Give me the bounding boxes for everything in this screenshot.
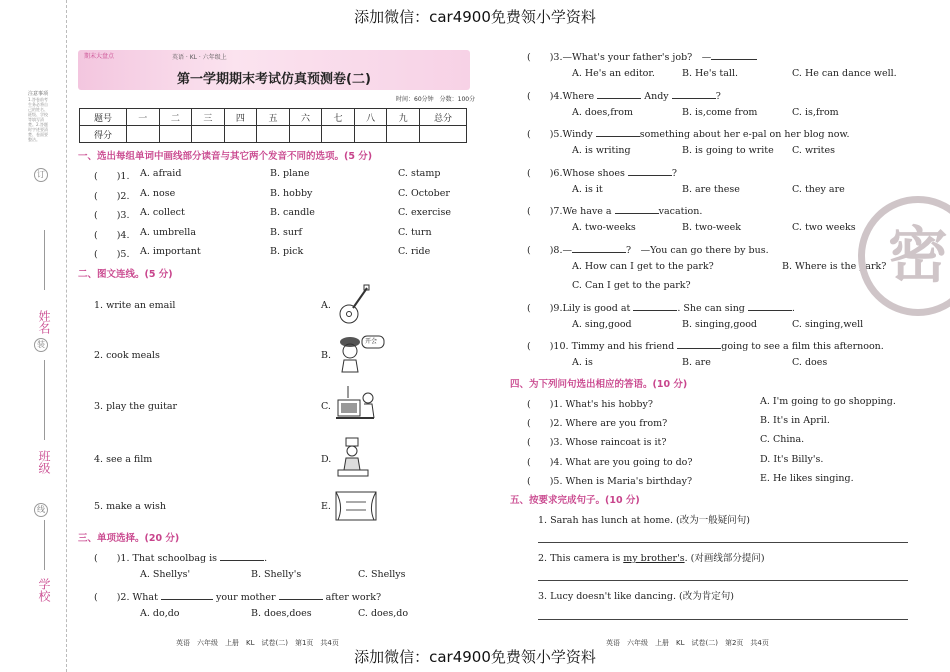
s3-q4: ( )4.Where Andy ? [527, 91, 721, 102]
s4-num: )4. [549, 457, 563, 468]
speech-bubble-text: 开会 [365, 338, 378, 345]
answer-blank[interactable] [597, 90, 641, 99]
s4-answer: C. China. [760, 434, 805, 445]
s3-q1-text: That schoolbag is [132, 553, 218, 564]
s3-q9-text: . She can sing [677, 303, 745, 314]
s3-option-c: C. does [792, 357, 828, 368]
s3-option-b: B. He's tall. [682, 68, 739, 79]
s5-q1: 1. Sarah has lunch at home. (改为一般疑问句) [538, 515, 750, 526]
s3-q10: ( )10. Timmy and his friend going to see a film this afternoon. [527, 341, 884, 352]
chef-cooking-icon [334, 436, 374, 480]
secret-stamp: 密 [858, 196, 950, 316]
s1-option-b: B. plane [270, 168, 310, 179]
s3-q2-text: your mother [215, 592, 276, 603]
s3-option-c: C. is,from [792, 107, 839, 118]
s1-item: ( )3. [94, 210, 130, 221]
section1-title: 一、选出每组单词中画线部分读音与其它两个发音不同的选项。(5 分) [78, 151, 373, 162]
score-cell [420, 126, 467, 143]
answer-blank[interactable] [596, 128, 640, 137]
s3-q2: ( )2. What your mother after work? [94, 592, 382, 603]
s3-q9-text: . [791, 303, 795, 314]
school-label: 学校 [37, 578, 51, 602]
s5-answer-line[interactable] [538, 542, 908, 543]
s1-item: ( )2. [94, 191, 130, 202]
s3-num: )8. [549, 245, 563, 256]
s3-option-a: A. Shellys' [140, 569, 191, 580]
s3-num: )4. [549, 91, 563, 102]
s3-num: )5. [549, 129, 563, 140]
s3-option-a: A. He's an editor. [572, 68, 655, 79]
answer-blank[interactable] [633, 302, 677, 311]
score-header-cell: 总分 [420, 109, 467, 126]
s4-num: )2. [549, 418, 563, 429]
s2-phrase: 4. see a film [94, 454, 153, 465]
s4-answer: A. I'm going to go shopping. [760, 396, 896, 407]
score-header-cell: 八 [354, 109, 387, 126]
s3-option-c: C. singing,well [792, 319, 864, 330]
s3-option-c: C. two weeks [792, 222, 856, 233]
s4-num: )1. [549, 399, 563, 410]
answer-blank[interactable] [677, 340, 721, 349]
s2-picture-label: D. [321, 454, 332, 465]
s3-q5-text: something about her e-pal on her blog now. [639, 129, 850, 140]
answer-blank[interactable] [572, 244, 626, 253]
score-cell [127, 126, 160, 143]
cook-meals-icon [334, 332, 386, 374]
score-header-cell: 三 [192, 109, 225, 126]
s4-answer: D. It's Billy's. [760, 454, 824, 465]
exam-time: 时间：60分钟 分数：100分 [396, 96, 476, 103]
s3-num: )6. [549, 168, 563, 179]
s1-option-c: C. ride [398, 246, 431, 257]
s3-q8: ( )8.— ? —You can go there by bus. [527, 245, 769, 256]
s2-picture-label: A. [321, 300, 331, 311]
s5-q2 [538, 550, 765, 564]
s3-q2-text: after work? [325, 592, 382, 603]
s2-phrase: 2. cook meals [94, 350, 160, 361]
notes-block [28, 92, 50, 142]
answer-blank[interactable] [672, 90, 716, 99]
s3-q5: ( )5.Windy something about her e-pal on her blog now. [527, 129, 850, 140]
s3-q7: ( )7.We have a vacation. [527, 206, 703, 217]
guitar-icon [336, 284, 372, 326]
s3-q6-text: Whose shoes [562, 168, 625, 179]
s3-q3-text: —What's your father's job? — [562, 52, 712, 63]
s2-picture-label: B. [321, 350, 332, 361]
s4-answer: B. It's in April. [760, 415, 830, 426]
s3-num: )7. [549, 206, 563, 217]
notes-title: 注意事项 [28, 91, 49, 97]
s1-item: ( )1. [94, 171, 130, 182]
s3-option-c: C. does,do [358, 608, 409, 619]
answer-blank[interactable] [711, 51, 757, 60]
name-line [44, 230, 45, 290]
s3-option-a: A. does,from [572, 107, 634, 118]
score-cell [387, 126, 420, 143]
score-header-cell: 题号 [80, 109, 127, 126]
stage-curtain-icon [334, 490, 378, 522]
score-cell [192, 126, 225, 143]
s3-option-c: C. Shellys [358, 569, 406, 580]
s3-option-a: A. How can I get to the park? [572, 261, 714, 272]
s3-option-b: B. does,does [251, 608, 312, 619]
s3-q4-text: Andy [644, 91, 669, 102]
school-line [44, 520, 45, 570]
s3-q8-text: — [562, 245, 572, 256]
s2-picture-label: C. [321, 401, 331, 412]
score-cell [257, 126, 290, 143]
score-table [79, 108, 467, 143]
s1-option-a: A. umbrella [140, 227, 197, 238]
name-label: 姓名 [37, 310, 51, 334]
s3-q9-text: Lily is good at [562, 303, 631, 314]
s3-q10-text: going to see a film this afternoon. [721, 341, 884, 352]
s3-option-b: B. singing,good [682, 319, 757, 330]
s5-q2-text: . (对画线部分提问) [684, 553, 765, 564]
s3-option-b: B. are [682, 357, 711, 368]
s2-phrase: 1. write an email [94, 300, 176, 311]
s3-q5-text: Windy [562, 129, 593, 140]
s1-option-c: C. October [398, 188, 450, 199]
s3-q10-text: Timmy and his friend [571, 341, 675, 352]
watermark-bottom: 添加微信：car4900免费领小学资料 [354, 648, 596, 666]
footer-left: 英语 六年级 上册 KL 试卷(二) 第1页 共4页 [176, 639, 339, 647]
s1-item: ( )4. [94, 230, 130, 241]
s1-option-c: C. turn [398, 227, 432, 238]
s3-option-b: B. are these [682, 184, 740, 195]
section5-title: 五、按要求完成句子。(10 分) [510, 495, 640, 506]
s3-q9: ( )9.Lily is good at . She can sing . [527, 303, 795, 314]
answer-blank[interactable] [220, 552, 264, 561]
s3-option-c: C. they are [792, 184, 845, 195]
s3-option-c: C. He can dance well. [792, 68, 897, 79]
notes-text: 1.答卷前考生务必将自己的姓名、班级、学校等填写清楚。2.答题时字迹要清楚、卷面要整洁。 [28, 97, 48, 142]
s3-q4-text: Where [562, 91, 595, 102]
s3-q6: ( )6.Whose shoes ? [527, 168, 677, 179]
s1-num: )2. [116, 191, 130, 202]
s3-num: )1. [116, 553, 130, 564]
s3-option-c: C. writes [792, 145, 835, 156]
score-cell [159, 126, 192, 143]
s4-item: ( )4. What are you going to do? [527, 457, 693, 468]
s3-num: )3. [549, 52, 563, 63]
answer-blank[interactable] [615, 205, 659, 214]
s3-option-a: A. do,do [140, 608, 180, 619]
s3-option-b: B. is going to write [682, 145, 774, 156]
s3-option-c: C. Can I get to the park? [572, 280, 691, 291]
s3-q3: ( )3.—What's your father's job? — [527, 49, 757, 63]
s3-option-a: A. two-weeks [572, 222, 636, 233]
score-header-cell: 七 [322, 109, 355, 126]
s4-item: ( )3. Whose raincoat is it? [527, 437, 667, 448]
s3-option-b: B. two-week [682, 222, 742, 233]
exam-title: 第一学期期末考试仿真预测卷(二) [177, 72, 371, 87]
score-header-cell: 四 [224, 109, 257, 126]
banner-subject: 英语 · KL · 六年级上 [172, 54, 227, 61]
s3-q2-text: What [132, 592, 158, 603]
s3-q8-text: ? —You can go there by bus. [626, 245, 769, 256]
s2-phrase: 5. make a wish [94, 501, 167, 512]
s3-option-a: A. is writing [572, 145, 631, 156]
s4-question: When is Maria's birthday? [565, 476, 693, 487]
s3-num: )10. [549, 341, 569, 352]
score-header-cell: 九 [387, 109, 420, 126]
s4-question: What are you going to do? [565, 457, 693, 468]
s3-option-b: B. Shelly's [251, 569, 302, 580]
binding-hole: 装 [34, 338, 48, 352]
s4-item: ( )2. Where are you from? [527, 418, 668, 429]
s3-q6-text: ? [671, 168, 677, 179]
s3-q7-text: vacation. [658, 206, 703, 217]
banner-tag: 期末大盘点 [84, 53, 115, 60]
s1-option-b: B. surf [270, 227, 303, 238]
score-cell [224, 126, 257, 143]
section3-title: 三、单项选择。(20 分) [78, 533, 180, 544]
score-row-label: 得分 [80, 126, 127, 143]
score-header-cell: 六 [289, 109, 322, 126]
s1-num: )1. [116, 171, 130, 182]
answer-blank[interactable] [748, 302, 792, 311]
binding-hole: 线 [34, 503, 48, 517]
s1-option-a: A. important [140, 246, 201, 257]
s5-q2-underlined: my brother's [623, 553, 685, 564]
score-header-cell: 五 [257, 109, 290, 126]
s1-option-b: B. pick [270, 246, 304, 257]
answer-blank[interactable] [161, 591, 213, 600]
s1-option-a: A. nose [140, 188, 176, 199]
s3-option-a: A. is [572, 357, 593, 368]
s5-q3: 3. Lucy doesn't like dancing. (改为肯定句) [538, 591, 734, 602]
s3-option-b: B. Where is the park? [782, 261, 887, 272]
s4-num: )3. [549, 437, 563, 448]
s1-item: ( )5. [94, 249, 130, 260]
fold-line [66, 0, 68, 672]
computer-desk-icon [334, 384, 380, 426]
exam-banner [78, 50, 470, 90]
s3-num: )9. [549, 303, 563, 314]
s1-num: )3. [116, 210, 130, 221]
class-label: 班级 [37, 450, 51, 474]
s3-num: )2. [116, 592, 130, 603]
s4-item: ( )5. When is Maria's birthday? [527, 476, 693, 487]
s4-question: Where are you from? [565, 418, 668, 429]
class-line [44, 360, 45, 440]
s3-q1: ( )1. That schoolbag is . [94, 553, 268, 564]
answer-blank[interactable] [279, 591, 323, 600]
s1-option-a: A. collect [140, 207, 185, 218]
s5-q2-text: 2. This camera is [538, 553, 624, 564]
score-cell [289, 126, 322, 143]
score-header-cell: 二 [159, 109, 192, 126]
s1-option-c: C. stamp [398, 168, 441, 179]
s4-question: Whose raincoat is it? [565, 437, 667, 448]
s4-question: What's his hobby? [565, 399, 653, 410]
watermark-top: 添加微信：car4900免费领小学资料 [354, 8, 596, 26]
s3-q7-text: We have a [562, 206, 612, 217]
s4-num: )5. [549, 476, 563, 487]
s2-phrase: 3. play the guitar [94, 401, 178, 412]
score-cell [322, 126, 355, 143]
s3-option-b: B. is,come from [682, 107, 758, 118]
s3-option-a: A. is it [572, 184, 603, 195]
section4-title: 四、为下列问句选出相应的答语。(10 分) [510, 379, 688, 390]
score-header-cell: 一 [127, 109, 160, 126]
s1-option-c: C. exercise [398, 207, 451, 218]
s1-option-b: B. candle [270, 207, 315, 218]
score-cell [354, 126, 387, 143]
s4-item: ( )1. What's his hobby? [527, 399, 653, 410]
s2-picture-label: E. [321, 501, 331, 512]
s3-option-a: A. sing,good [572, 319, 632, 330]
section2-title: 二、图文连线。(5 分) [78, 269, 173, 280]
s1-option-b: B. hobby [270, 188, 313, 199]
s1-option-a: A. afraid [140, 168, 182, 179]
s1-num: )4. [116, 230, 130, 241]
s5-answer-line[interactable] [538, 580, 908, 581]
s4-answer: E. He likes singing. [760, 473, 854, 484]
answer-blank[interactable] [628, 167, 672, 176]
s1-num: )5. [116, 249, 130, 260]
s5-answer-line[interactable] [538, 619, 908, 620]
binding-hole: 订 [34, 168, 48, 182]
footer-right: 英语 六年级 上册 KL 试卷(二) 第2页 共4页 [606, 639, 769, 647]
